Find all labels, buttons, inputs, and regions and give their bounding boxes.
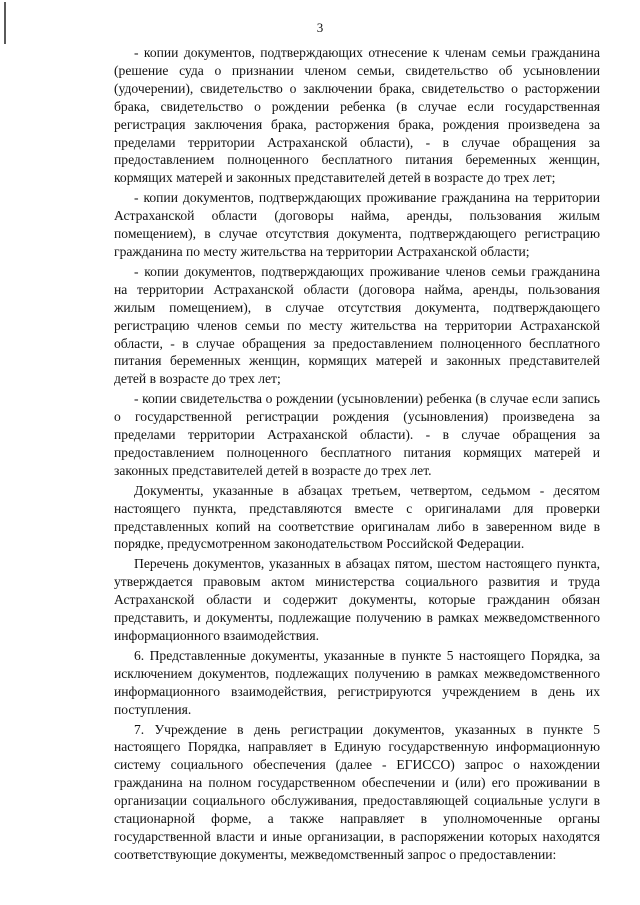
paragraph-birth-certificate: - копии свидетельства о рождении (усыновлении) ребенка (в случае если запись о государственной регистрации рождения (усыновления) произведена за пределами территории Астраханской области). - в случае обращения за предоставлением полноценного бесплатного питания кормящих матерей и законных представителей детей в возрасте до трех лет. [114,391,600,478]
page-number: 3 [316,20,324,35]
paragraph-item-7: 7. Учреждение в день регистрации документов, указанных в пункте 5 настоящего Порядка, направляет в Единую государственную информационную систему социального обеспечения (далее - ЕГИССО) запрос о нахождении гражданина на полном государственном обеспечении и (или) его проживании в организации социального обслуживания, предоставляющей социальные услуги в стационарной форме, а также направляет в уполномоченные органы государственной власти и иные организации, в распоряжении которых находятся соответствующие документы, межведомственный запрос о предоставлении: [114,721,600,862]
paragraph-document-list: Перечень документов, указанных в абзацах пятом, шестом настоящего пункта, утверждается правовым актом министерства социального развития и труда Астраханской области и содержит документы, которые гражданин обязан представить, и документы, подлежащие получению в рамках межведомственного информационного взаимодействия. [114,556,600,643]
paragraph-item-6: 6. Представленные документы, указанные в пункте 5 настоящего Порядка, за исключением документов, подлежащих получению в рамках межведомственного информационного взаимодействия, регистрируются учреждением в день их поступления. [114,647,600,717]
document-body [114,44,600,866]
paragraph-family-residence-documents: - копии документов, подтверждающих проживание членов семьи гражданина на территории Астраханской области (договора найма, аренды, пользования жилым помещением), в случае отсутствия документа, подтверждающего регистрацию членов семьи по месту жительства на территории Астраханской области, - в случае обращения за предоставлением полноценного бесплатного питания беременных женщин, кормящих матерей и законных представителей детей в возрасте до трех лет; [114,263,600,387]
paragraph-originals-verification: Документы, указанные в абзацах третьем, четвертом, седьмом - десятом настоящего пункта, представляются вместе с оригиналами для проверки представленных копий на соответствие оригиналам либо в заверенном виде в порядке, предусмотренном законодательством Российской Федерации. [114,482,600,552]
paragraph-residence-documents: - копии документов, подтверждающих проживание гражданина на территории Астраханской области (договоры найма, аренды, пользования жилым помещением), в случае отсутствия документа, подтверждающего регистрацию гражданина по месту жительства на территории Астраханской области; [114,190,600,259]
paragraph-family-documents: - копии документов, подтверждающих отнесение к членам семьи гражданина (решение суда о признании членом семьи, свидетельство об усыновлении (удочерении), свидетельство о заключении брака, свидетельство о расторжении брака, свидетельство о рождении ребенка (в случае если государственная регистрация заключения брака, расторжения брака, рождения произведена за пределами территории Астраханской области), - в случае обращения за предоставлением полноценного бесплатного питания беременных женщин, кормящих матерей и законных представителей детей в возрасте до трех лет; [114,45,600,186]
